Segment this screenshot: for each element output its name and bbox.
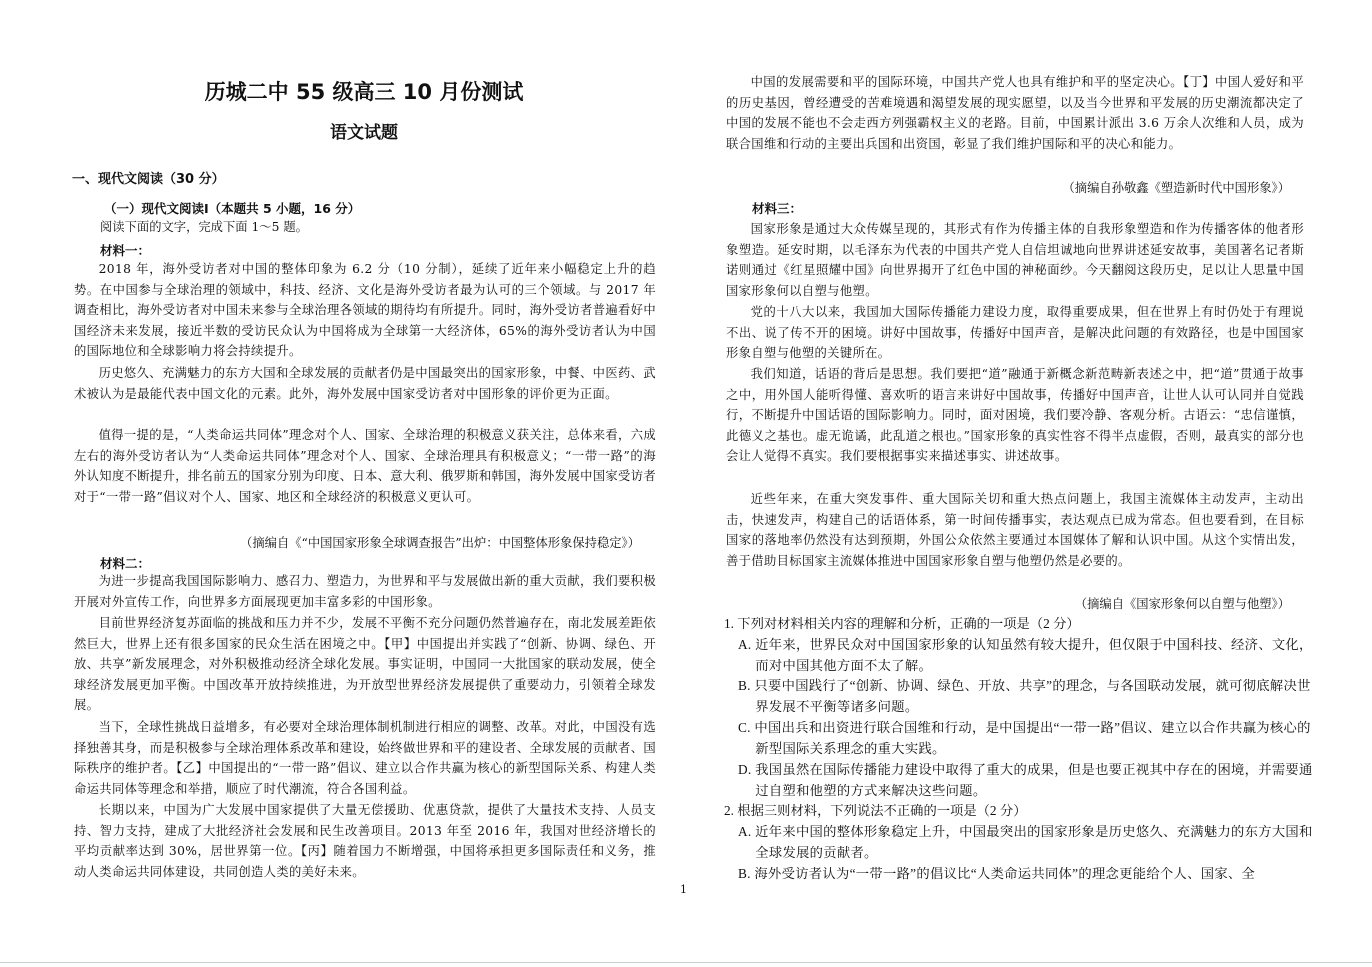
material3-paragraph: 我们知道，话语的背后是思想。我们要把“道”融通于新概念新范畴新表述之中，把“道”贯通于故事之中，用外国人能听得懂、喜欢听的语言来讲好中国故事，传播好中国声音，让世人认可认同并自觉践行，不断提升中国话语的国际影响力。同时，面对困境，我们要冷静、客观分析。古语云：“忠信谨慎，此德义之基也。虚无诡谲，此乱道之根也。”国家形象的真实性容不得半点虚假，否则，最真实的部分也会让人觉得不真实。我们要根据事实来描述事实、讲述故事。 [726, 367, 1304, 464]
instruction-text: 阅读下面的文字，完成下面 1～5 题。 [100, 220, 308, 234]
material3-source: （摘编自《国家形象何以自塑与他塑》） [1074, 597, 1290, 611]
material2-paragraph: 长期以来，中国为广大发展中国家提供了大量无偿援助、优惠贷款，提供了大量技术支持、人员支持、智力支持，建成了大批经济社会发展和民生改善项目。2013 年至 2016 年，我国对世经济增长的平均贡献率达到 30%，居世界第一位。【丙】随着国力不断增强，中国将承担更多国际责任和义务，推动人类命运共同体建设，共同创造人类的美好未来。 [74, 803, 656, 879]
material3-label: 材料三： [752, 201, 803, 216]
page-divider [0, 962, 1372, 963]
material1-paragraph: 值得一提的是，“人类命运共同体”理念对个人、国家、全球治理的积极意义获关注，总体来看，六成左右的海外受访者认为“人类命运共同体”理念对个人、国家、全球治理具有积极意义；“一带一路”的海外认知度不断提升，排名前五的国家分别为印度、日本、意大利、俄罗斯和韩国，海外发展中国家受访者对于“一带一路”倡议对个人、国家、地区和全球经济的积极意义更认可。 [74, 428, 656, 504]
question-option: B. 海外受访者认为“一带一路”的倡议比“人类命运共同体”的理念更能给个人、国家、全 [738, 866, 1256, 881]
material2-paragraph: 目前世界经济复苏面临的挑战和压力并不少，发展不平衡不充分问题仍然普遍存在，南北发展差距依然巨大，世界上还有很多国家的民众生活在困境之中。【甲】中国提出并实践了“创新、协调、绿色、开放、共享”新发展理念，对外积极推动经济全球化发展。事实证明，中国同一大批国家的联动发展，使全球经济发展更加平衡。中国改革开放持续推进，为开放型世界经济发展提供了重要动力，引领着全球发展。 [74, 616, 656, 713]
page-number: 1 [680, 883, 687, 896]
material2-paragraph: 为进一步提高我国国际影响力、感召力、塑造力，为世界和平与发展做出新的重大贡献，我们要积极开展对外宣传工作，向世界多方面展现更加丰富多彩的中国形象。 [74, 574, 656, 609]
question-option: A. 近年来中国的整体形象稳定上升，中国最突出的国家形象是历史悠久、充满魅力的东方大国和全球发展的贡献者。 [738, 824, 1313, 860]
question-option: D. 我国虽然在国际传播能力建设中取得了重大的成果，但是也要正视其中存在的困境，并需要通过自塑和他塑的方式来解决这些问题。 [738, 762, 1313, 798]
material1-paragraph: 历史悠久、充满魅力的东方大国和全球发展的贡献者仍是中国最突出的国家形象，中餐、中医药、武术被认为是最能代表中国文化的元素。此外，海外发展中国家受访者对中国形象的评价更为正面。 [74, 366, 656, 401]
question-option: C. 中国出兵和出资进行联合国维和行动，是中国提出“一带一路”倡议、建立以合作共赢为核心的新型国际关系理念的重大实践。 [738, 720, 1311, 756]
material2-source: （摘编自孙敬鑫《塑造新时代中国形象》） [1062, 181, 1290, 195]
sub-section-heading: （一）现代文阅读Ⅰ（本题共 5 小题，16 分） [104, 201, 361, 216]
material3-paragraph: 国家形象是通过大众传媒呈现的，其形式有作为传播主体的自我形象塑造和作为传播客体的他者形象塑造。延安时期，以毛泽东为代表的中国共产党人自信坦诚地向世界讲述延安故事，美国著名记者斯诺则通过《红星照耀中国》向世界揭开了红色中国的神秘面纱。今天翻阅这段历史，足以让人思量中国国家形象何以自塑与他塑。 [726, 222, 1304, 298]
question-stem: 2. 根据三则材料，下列说法不正确的一项是（2 分） [724, 803, 1027, 818]
material1-source: （摘编自《“中国国家形象全球调查报告”出炉：中国整体形象保持稳定》） [240, 536, 640, 550]
exam-title: 历城二中 55 级高三 10 月份测试 [204, 80, 524, 104]
material1-label: 材料一： [100, 243, 151, 258]
material2-continuation: 中国的发展需要和平的国际环境，中国共产党人也具有维护和平的坚定决心。【丁】中国人爱好和平的历史基因，曾经遭受的苦难境遇和渴望发展的现实愿望，以及当今世界和平发展的历史潮流都决定了中国的发展不能也不会走西方列强霸权主义的老路。目前，中国累计派出 3.6 万余人次维和人员，成为联合国维和行动的主要出兵国和出资国，彰显了我们维护国际和平的决心和能力。 [726, 75, 1304, 151]
question-option: B. 只要中国践行了“创新、协调、绿色、开放、共享”的理念，与各国联动发展，就可彻底解决世界发展不平衡等诸多问题。 [738, 678, 1311, 714]
material2-label: 材料二： [100, 556, 151, 571]
material1-paragraph: 2018 年，海外受访者对中国的整体印象为 6.2 分（10 分制），延续了近年来小幅稳定上升的趋势。在中国参与全球治理的领域中，科技、经济、文化是海外受访者最为认可的三个领域。与 2017 年调查相比，海外受访者对中国未来参与全球治理各领域的期待均有所提升。同时，海外受访者普遍看好中国经济未来发展，接近半数的受访民众认为中国将成为全球第一大经济体，65%的海外受访者认为中国的国际地位和全球影响力将会持续提升。 [74, 262, 656, 359]
material3-paragraph: 党的十八大以来，我国加大国际传播能力建设力度，取得重要成果，但在世界上有时仍处于有理说不出、说了传不开的困境。讲好中国故事，传播好中国声音，是解决此问题的有效路径，也是中国国家形象自塑与他塑的关键所在。 [726, 305, 1304, 361]
exam-subtitle: 语文试题 [330, 123, 398, 143]
section-heading: 一、现代文阅读（30 分） [72, 172, 225, 187]
material3-paragraph: 近些年来，在重大突发事件、重大国际关切和重大热点问题上，我国主流媒体主动发声，主动出击，快速发声，构建自己的话语体系，第一时间传播事实，表达观点已成为常态。但也要看到，在目标国家的落地率仍然没有达到预期，外国公众依然主要通过本国媒体了解和认识中国。从这个实情出发，善于借助目标国家主流媒体推进中国国家形象自塑与他塑仍然是必要的。 [726, 492, 1304, 568]
material2-paragraph: 当下，全球性挑战日益增多，有必要对全球治理体制机制进行相应的调整、改革。对此，中国没有选择独善其身，而是积极参与全球治理体系改革和建设，始终做世界和平的建设者、全球发展的贡献者、国际秩序的维护者。【乙】中国提出的“一带一路”倡议、建立以合作共赢为核心的新型国际关系、构建人类命运共同体等理念和举措，顺应了时代潮流，符合各国利益。 [74, 720, 656, 796]
question-option: A. 近年来，世界民众对中国国家形象的认知虽然有较大提升，但仅限于中国科技、经济、文化，而对中国其他方面不太了解。 [738, 637, 1313, 673]
question-stem: 1. 下列对材料相关内容的理解和分析，正确的一项是（2 分） [724, 616, 1080, 631]
